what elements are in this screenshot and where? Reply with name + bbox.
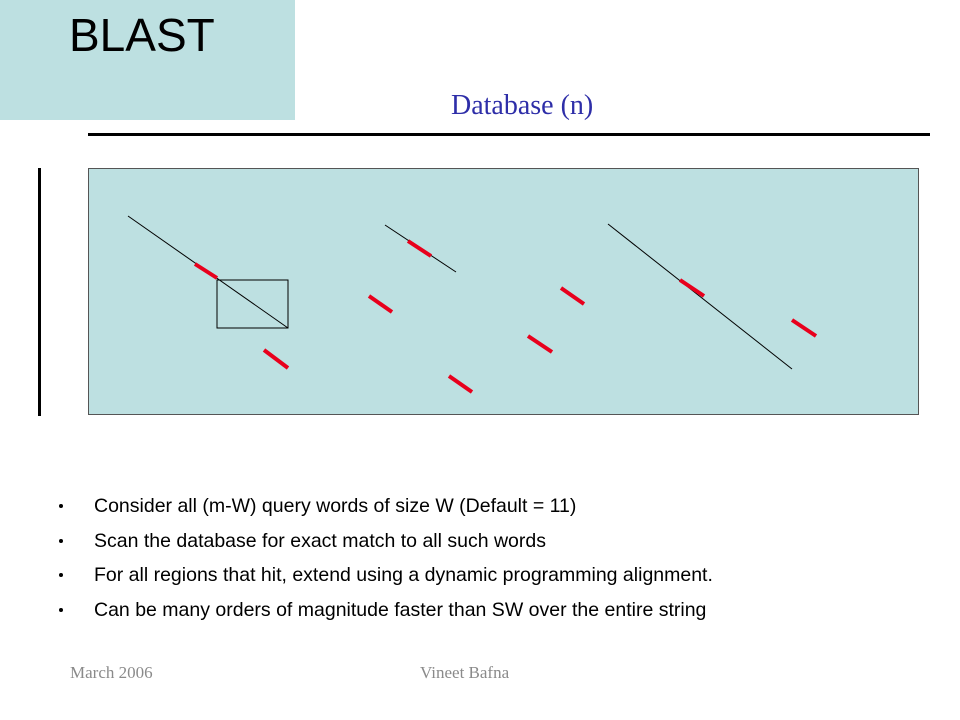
- bullet-list: [56, 489, 946, 627]
- bullet-text: For all regions that hit, extend using a dynamic programming alignment.: [94, 564, 713, 586]
- slide-title: BLAST: [69, 9, 215, 61]
- bullet-dot: [59, 504, 63, 508]
- bullet-text: Can be many orders of magnitude faster than SW over the entire string: [94, 598, 707, 621]
- title-box: [0, 0, 295, 120]
- bullet-dot: [59, 573, 63, 577]
- bullet-dot: [59, 608, 63, 612]
- bullet-text: Scan the database for exact match to all such words: [94, 529, 546, 552]
- bullet-item: [56, 489, 946, 524]
- dot-plot-panel: [88, 168, 919, 415]
- database-axis-line: [88, 133, 930, 136]
- dot-plot-background: [89, 169, 919, 415]
- database-label: Database (n): [451, 90, 594, 121]
- bullet-item: [56, 593, 946, 628]
- footer-date: March 2006: [70, 663, 153, 682]
- query-axis-line: [38, 168, 41, 416]
- bullet-item: [56, 524, 946, 559]
- bullet-dot: [59, 539, 63, 543]
- bullet-item: [56, 558, 946, 593]
- footer-author: Vineet Bafna: [420, 663, 510, 682]
- bullet-text: Consider all (m-W) query words of size W (Default = 11): [94, 495, 577, 517]
